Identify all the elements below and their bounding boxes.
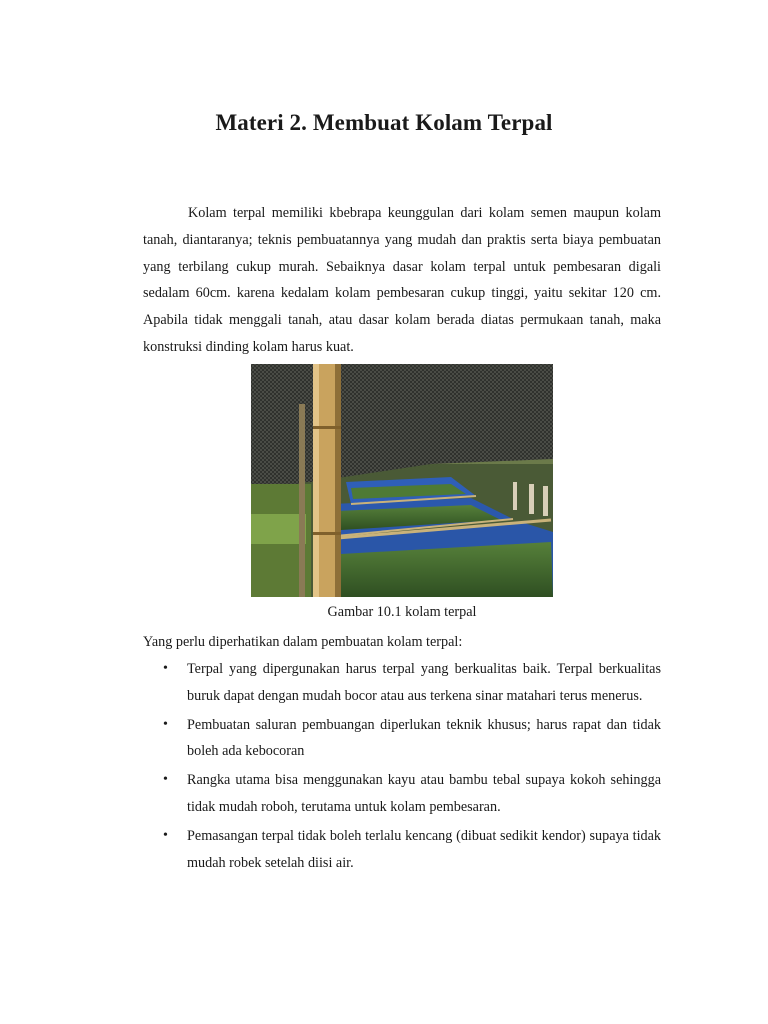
list-item-text: Terpal yang dipergunakan harus terpal yang berkualitas baik. Terpal berkualitas buruk dapat dengan mudah bocor atau aus terkena sinar matahari terus menerus. <box>187 661 661 704</box>
pond-photo <box>251 364 553 597</box>
list-item <box>143 823 661 877</box>
list-item-text: Rangka utama bisa menggunakan kayu atau bambu tebal supaya kokoh sehingga tidak mudah roboh, terutama untuk kolam pembesaran. <box>187 772 661 815</box>
bullet-icon: • <box>163 661 168 676</box>
considerations-list <box>143 656 661 878</box>
body-paragraph: Kolam terpal memiliki kbebrapa keunggulan dari kolam semen maupun kolam tanah, diantaranya; teknis pembuatannya yang mudah dan praktis serta biaya pembuatan yang terbilang cukup murah. Sebaiknya dasar kolam terpal untuk pembesaran digali sedalam 60cm. karena kedalam kolam pembesaran cukup tinggi, yaitu sekitar 120 cm. Apabila tidak menggali tanah, atau dasar kolam berada diatas permukaan tanah, maka konstruksi dinding kolam harus kuat. <box>143 205 661 355</box>
list-intro: Yang perlu diperhatikan dalam pembuatan kolam terpal: <box>143 634 463 650</box>
list-item <box>143 767 661 821</box>
bullet-icon: • <box>163 772 168 788</box>
pond-photo-illustration <box>251 364 553 597</box>
bullet-icon: • <box>163 827 168 843</box>
list-item-text: Pembuatan saluran pembuangan diperlukan teknik khusus; harus rapat dan tidak boleh ada kebocoran <box>187 716 661 760</box>
page-title: Materi 2. Membuat Kolam Terpal <box>215 110 553 135</box>
figure-caption: Gambar 10.1 kolam terpal <box>327 604 477 620</box>
list-item <box>143 712 661 766</box>
list-item-text: Pemasangan terpal tidak boleh terlalu kencang (dibuat sedikit kendor) supaya tidak mudah robek setelah diisi air. <box>187 827 661 871</box>
list-item <box>143 656 661 710</box>
bullet-icon: • <box>163 716 168 732</box>
